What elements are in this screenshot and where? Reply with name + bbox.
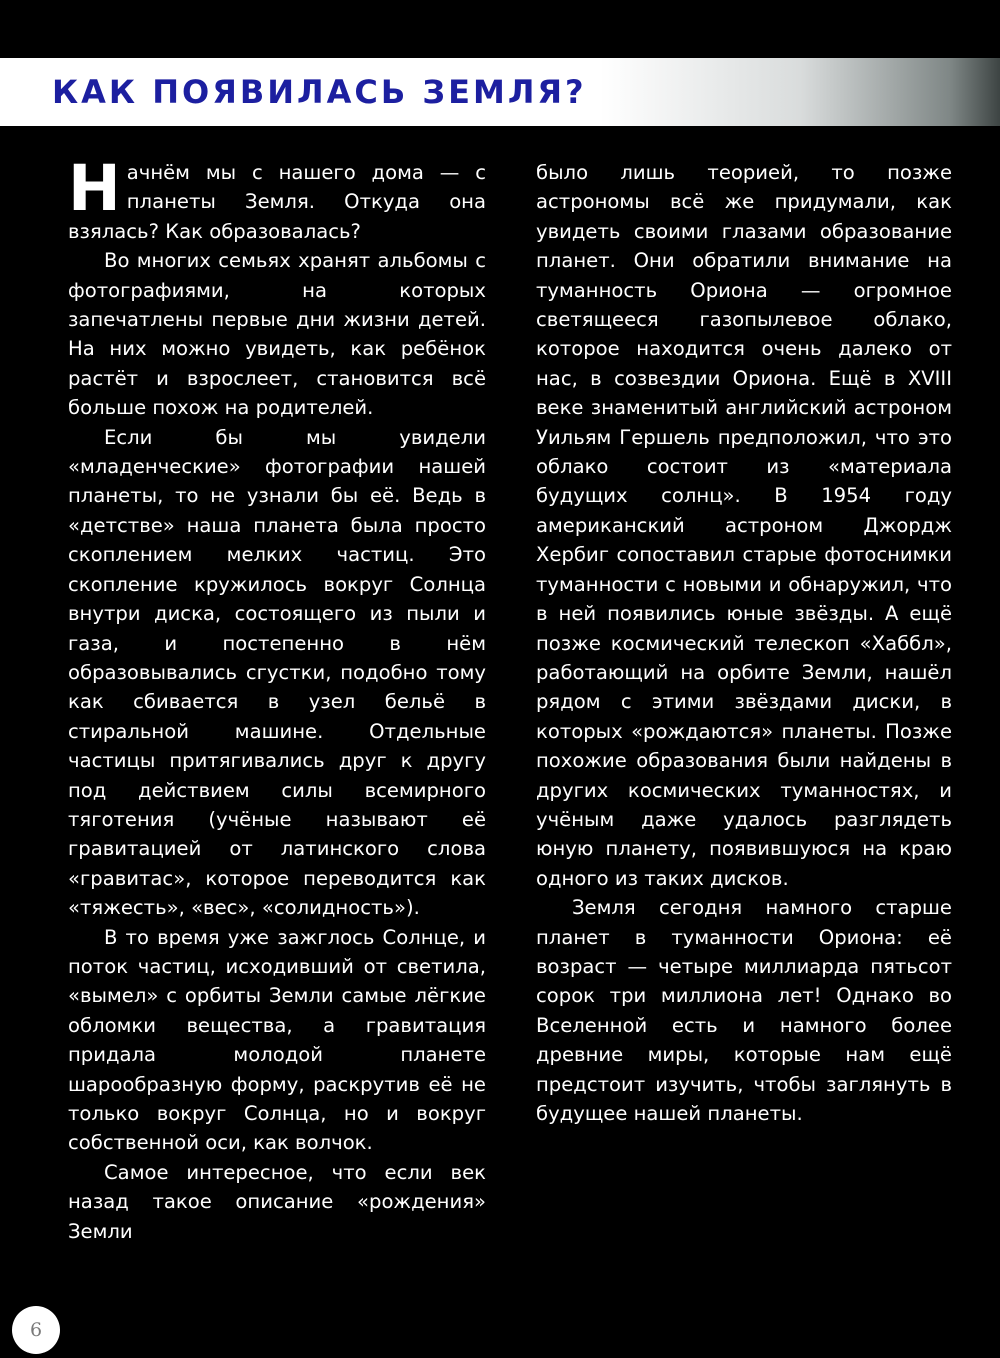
right-column <box>536 158 952 1128</box>
left-column <box>68 152 486 1246</box>
title-band <box>0 58 1000 126</box>
paragraph-age: Земля сегодня намного старше планет в туманности Ориона: её возраст — четыре миллиарда пятьсот сорок три миллиона лет! Однако во Вселенной есть и намного более древние миры, которые нам ещё предстоит изучить, чтобы заглянуть в будущее нашей планеты. <box>536 896 952 1125</box>
paragraph-interesting: Самое интересное, что если век назад такое описание «рождения» Земли <box>68 1160 486 1243</box>
paragraph-sun: В то время уже зажглось Солнце, и поток частиц, исходивший от светила, «вымел» с орбиты Земли самые лёгкие обломки вещества, а гравитация придала молодой планете шарообразную форму, раскрутив её не только вокруг Солнца, но и вокруг собственной оси, как волчок. <box>68 925 486 1155</box>
paragraph-intro-text: ачнём мы с нашего дома — с планеты Земля. Откуда она взялась? Как образовалась? <box>68 161 486 243</box>
paragraph-astronomers: было лишь теорией, то позже астрономы всё же придумали, как увидеть своими глазами образование планет. Они обратили внимание на туманность Ориона — огромное светящееся газопылевое облако, которое находится очень далеко от нас, в созвездии Ориона. Ещё в XVIII веке знаменитый английский астроном Уильям Гершель предположил, что это облако состоит из «материала будущих солнц». В 1954 году американский астроном Джордж Хербиг сопоставил старые фотоснимки туманности с новыми и обнаружил, что в ней появились юные звёзды. А ещё позже космический телескоп «Хаббл», работающий на орбите Земли, нашёл рядом с этими звёздами диски, в которых «рождаются» планеты. Позже похожие образования были найдены в других космических туманностях, и учёным даже удалось разглядеть юную планету, появившуюся на краю одного из таких дисков. <box>536 161 952 890</box>
page-number: 6 <box>12 1306 60 1354</box>
paragraph-albums: Во многих семьях хранят альбомы с фотографиями, на которых запечатлены первые дни жизни детей. На них можно увидеть, как ребёнок растёт и взрослеет, становится всё больше похож на родителей. <box>68 249 486 420</box>
page-title: КАК ПОЯВИЛАСЬ ЗЕМЛЯ? <box>52 73 587 111</box>
paragraph-baby-photos: Если бы мы увидели «младенческие» фотографии нашей планеты, то не узнали бы её. Ведь в «детстве» наша планета была просто скоплением мелких частиц. Это скопление кружилось вокруг Солнца внутри диска, состоящего из пыли и газа, и постепенно в нём образовывались сгустки, подобно тому как сбивается в узел бельё в стиральной машине. Отдельные частицы притягивались друг к другу под действием силы всемирного тяготения (учёные называют её гравитацией от латинского слова «гравитас», которое переводится как «тяжесть», «вес», «солидность»). <box>68 425 486 920</box>
drop-cap: Н <box>68 152 121 225</box>
paragraph-intro <box>68 152 486 246</box>
